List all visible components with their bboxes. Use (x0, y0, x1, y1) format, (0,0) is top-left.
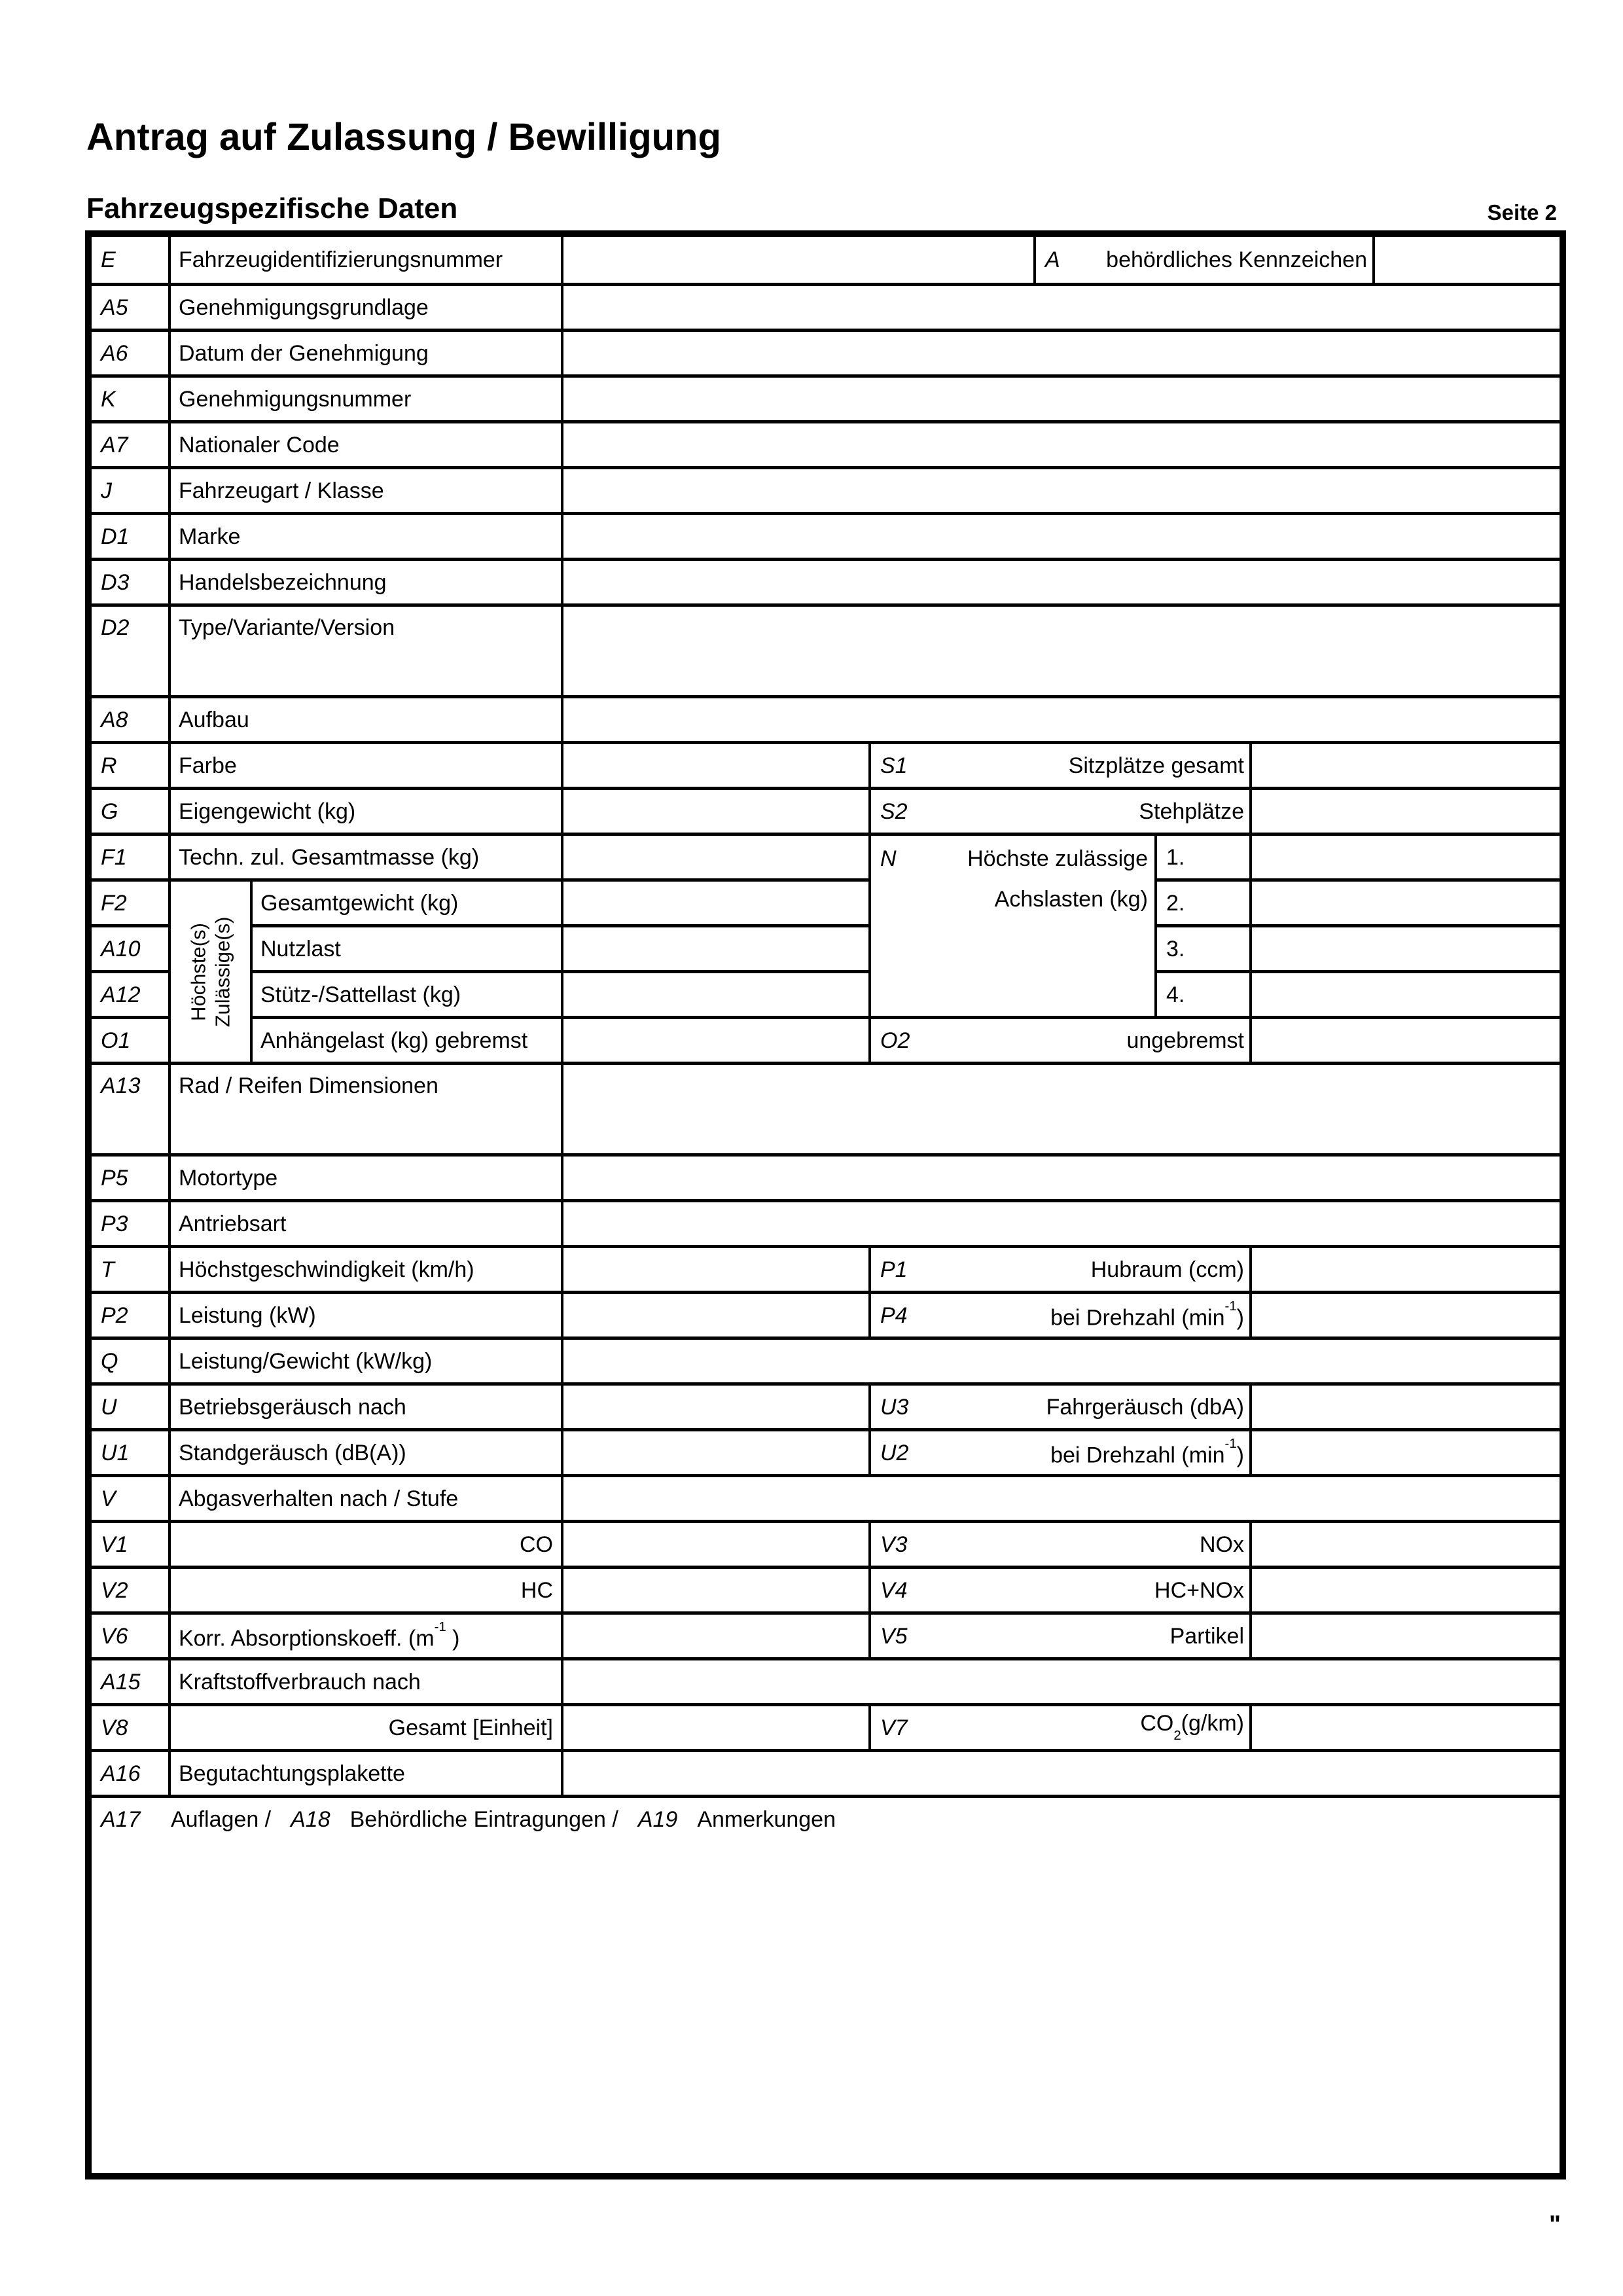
axle-4-label: 4. (1157, 970, 1252, 1016)
field-code-p2: P2 (92, 1291, 171, 1336)
row-d3 (92, 558, 1560, 603)
row-a15 (92, 1657, 1560, 1703)
field-n-span (871, 878, 1157, 924)
field-code-d1: D1 (92, 512, 171, 558)
field-label-a: behördliches Kennzeichen (1106, 247, 1367, 272)
input-axle-2[interactable] (1252, 878, 1560, 924)
field-v7 (871, 1703, 1252, 1749)
field-label-a8: Aufbau (171, 695, 563, 741)
field-code-s1: S1 (880, 753, 908, 778)
row-r-s1 (92, 741, 1560, 787)
field-code-o1: O1 (92, 1016, 171, 1062)
field-label-a15: Kraftstoffverbrauch nach (171, 1657, 563, 1703)
field-label-v7: $CO_2(g/km)$ (1140, 1711, 1244, 1743)
field-code-v3: V3 (880, 1532, 908, 1557)
field-code-d2: D2 (92, 603, 171, 695)
field-s1 (871, 741, 1252, 787)
axle-2-label: 2. (1157, 878, 1252, 924)
input-a7[interactable] (563, 420, 1560, 466)
field-u3 (871, 1382, 1252, 1428)
input-u3[interactable] (1252, 1382, 1560, 1428)
field-n-axle-loads (871, 833, 1157, 912)
row-a5 (92, 283, 1560, 329)
input-a6[interactable] (563, 329, 1560, 374)
input-g[interactable] (563, 787, 871, 833)
field-code-u2: U2 (880, 1440, 909, 1465)
input-v6[interactable] (563, 1611, 871, 1657)
row-v2-v4 (92, 1566, 1560, 1611)
field-code-a18: A18 (291, 1807, 330, 1832)
field-code-e: E (92, 237, 171, 283)
field-label-o2: ungebremst (1126, 1028, 1244, 1053)
field-code-p5: P5 (92, 1153, 171, 1199)
row-u1-u2 (92, 1428, 1560, 1474)
field-code-s2: S2 (880, 798, 908, 824)
row-p5 (92, 1153, 1560, 1199)
input-v4[interactable] (1252, 1566, 1560, 1611)
field-code-d3: D3 (92, 558, 171, 603)
notes-header (101, 1807, 1560, 1832)
field-code-v8: V8 (92, 1703, 171, 1749)
field-label-u3: Fahrgeräusch (dbA) (1046, 1394, 1244, 1420)
field-s2 (871, 787, 1252, 833)
field-code-v2: V2 (92, 1566, 171, 1611)
row-v6-v5 (92, 1611, 1560, 1657)
input-e[interactable] (563, 237, 1036, 283)
field-u2 (871, 1428, 1252, 1474)
field-code-a12: A12 (92, 970, 171, 1016)
input-k[interactable] (563, 374, 1560, 420)
page-number: Seite 2 (1487, 200, 1557, 224)
input-q[interactable] (563, 1336, 1560, 1382)
rotated-label-line1: Höchste(s) (187, 922, 210, 1021)
input-v3[interactable] (1252, 1520, 1560, 1566)
field-code-p3: P3 (92, 1199, 171, 1245)
field-a (1036, 237, 1375, 283)
field-code-r: R (92, 741, 171, 787)
field-label-v1: CO (171, 1520, 563, 1566)
input-v7[interactable] (1252, 1703, 1560, 1749)
input-f2[interactable] (563, 878, 871, 924)
field-n-span (871, 924, 1157, 970)
row-j (92, 466, 1560, 512)
field-label-a16: Begutachtungsplakette (171, 1749, 563, 1795)
input-axle-3[interactable] (1252, 924, 1560, 970)
input-v2[interactable] (563, 1566, 871, 1611)
field-label-p1: Hubraum (ccm) (1090, 1257, 1244, 1282)
field-label-a10: Nutzlast (253, 924, 563, 970)
field-p4 (871, 1291, 1252, 1336)
field-code-a10: A10 (92, 924, 171, 970)
footer-quote-mark: " (1548, 2211, 1561, 2238)
input-p5[interactable] (563, 1153, 1560, 1199)
field-label-d2: Type/Variante/Version (171, 603, 563, 695)
row-p3 (92, 1199, 1560, 1245)
field-label-v4: HC+NOx (1154, 1577, 1244, 1603)
section-title: Fahrzeugspezifische Daten (86, 192, 458, 224)
row-a10-n3 (92, 924, 1560, 970)
input-u2[interactable] (1252, 1428, 1560, 1474)
input-r[interactable] (563, 741, 871, 787)
input-a5[interactable] (563, 283, 1560, 329)
field-label-j: Fahrzeugart / Klasse (171, 466, 563, 512)
input-v5[interactable] (1252, 1611, 1560, 1657)
field-label-k: Genehmigungsnummer (171, 374, 563, 420)
field-label-d3: Handelsbezeichnung (171, 558, 563, 603)
axle-1-label: 1. (1157, 833, 1252, 878)
field-label-u1: Standgeräusch (dB(A)) (171, 1428, 563, 1474)
field-code-a19: A19 (637, 1807, 678, 1832)
row-a8 (92, 695, 1560, 741)
row-u-u3 (92, 1382, 1560, 1428)
field-label-t: Höchstgeschwindigkeit (km/h) (171, 1245, 563, 1291)
field-label-a17: Auflagen / (171, 1807, 272, 1832)
input-p3[interactable] (563, 1199, 1560, 1245)
field-v3 (871, 1520, 1252, 1566)
row-o1-o2 (92, 1016, 1560, 1062)
field-code-f2: F2 (92, 878, 171, 924)
field-label-a5: Genehmigungsgrundlage (171, 283, 563, 329)
field-label-v3: NOx (1200, 1532, 1244, 1557)
notes-area[interactable] (92, 1795, 1560, 2173)
field-v4 (871, 1566, 1252, 1611)
field-label-e: Fahrzeugidentifizierungsnummer (171, 237, 563, 283)
field-code-a5: A5 (92, 283, 171, 329)
row-k (92, 374, 1560, 420)
field-label-v2: HC (171, 1566, 563, 1611)
field-label-s2: Stehplätze (1139, 798, 1244, 824)
input-t[interactable] (563, 1245, 871, 1291)
field-code-t: T (92, 1245, 171, 1291)
field-label-p4: bei Drehzahl $(\min^{-1})$ (1050, 1299, 1244, 1331)
row-a12-n4 (92, 970, 1560, 1016)
field-code-v4: V4 (880, 1577, 908, 1603)
page-title: Antrag auf Zulassung / Bewilligung (86, 116, 721, 158)
field-label-p2: Leistung (kW) (171, 1291, 563, 1336)
field-code-a13: A13 (92, 1062, 171, 1153)
input-a16[interactable] (563, 1749, 1560, 1795)
field-code-u1: U1 (92, 1428, 171, 1474)
field-label-a7: Nationaler Code (171, 420, 563, 466)
row-v1-v3 (92, 1520, 1560, 1566)
field-n-span (871, 970, 1157, 1016)
input-a13[interactable] (563, 1062, 1560, 1153)
field-code-a16: A16 (92, 1749, 171, 1795)
field-code-v: V (92, 1474, 171, 1520)
field-label-r: Farbe (171, 741, 563, 787)
field-code-a6: A6 (92, 329, 171, 374)
field-code-o2: O2 (880, 1028, 910, 1053)
field-label-v8: Gesamt [Einheit] (171, 1703, 563, 1749)
field-label-p5: Motortype (171, 1153, 563, 1199)
row-t-p1 (92, 1245, 1560, 1291)
field-code-f1: F1 (92, 833, 171, 878)
field-label-v5: Partikel (1169, 1623, 1244, 1649)
field-label-a18: Behördliche Eintragungen / (349, 1807, 618, 1832)
input-o2[interactable] (1252, 1016, 1560, 1062)
row-a16 (92, 1749, 1560, 1795)
input-u[interactable] (563, 1382, 871, 1428)
input-a[interactable] (1375, 237, 1560, 283)
row-g-s2 (92, 787, 1560, 833)
field-label-v: Abgasverhalten nach / Stufe (171, 1474, 563, 1520)
field-code-u: U (92, 1382, 171, 1428)
field-v5 (871, 1611, 1252, 1657)
field-label-o1: Anhängelast (kg) gebremst (253, 1016, 563, 1062)
input-a12[interactable] (563, 970, 871, 1016)
field-o2 (871, 1016, 1252, 1062)
input-s1[interactable] (1252, 741, 1560, 787)
field-label-a19: Anmerkungen (697, 1807, 836, 1832)
field-code-v1: V1 (92, 1520, 171, 1566)
field-label-a12: Stütz-/Sattellast (kg) (253, 970, 563, 1016)
rotated-group-span (171, 924, 253, 970)
field-code-a15: A15 (92, 1657, 171, 1703)
field-code-a7: A7 (92, 420, 171, 466)
field-label-d1: Marke (171, 512, 563, 558)
field-label-n-line2: Achslasten (kg) (994, 887, 1148, 912)
field-label-f2: Gesamtgewicht (kg) (253, 878, 563, 924)
input-f1[interactable] (563, 833, 871, 878)
field-code-a17: A17 (101, 1807, 141, 1832)
field-label-f1: Techn. zul. Gesamtmasse (kg) (171, 833, 563, 878)
field-code-p1: P1 (880, 1257, 908, 1282)
input-v[interactable] (563, 1474, 1560, 1520)
field-label-g: Eigengewicht (kg) (171, 787, 563, 833)
field-label-u2: bei Drehzahl $(\min^{-1})$ (1050, 1436, 1244, 1468)
row-v (92, 1474, 1560, 1520)
rotated-group-span (171, 970, 253, 1016)
field-code-u3: U3 (880, 1394, 909, 1420)
field-code-j: J (92, 466, 171, 512)
field-code-a: A (1045, 247, 1060, 272)
row-q (92, 1336, 1560, 1382)
row-a17-notes (92, 1795, 1560, 2173)
field-label-a6: Datum der Genehmigung (171, 329, 563, 374)
input-j[interactable] (563, 466, 1560, 512)
input-o1[interactable] (563, 1016, 871, 1062)
field-code-n: N (880, 846, 897, 871)
input-d2[interactable] (563, 603, 1560, 695)
field-code-v6: V6 (92, 1611, 171, 1657)
field-label-a13: Rad / Reifen Dimensionen (171, 1062, 563, 1153)
field-code-a8: A8 (92, 695, 171, 741)
field-code-k: K (92, 374, 171, 420)
rotated-group-label (171, 878, 253, 1027)
input-d1[interactable] (563, 512, 1560, 558)
input-d3[interactable] (563, 558, 1560, 603)
input-p2[interactable] (563, 1291, 871, 1336)
field-code-q: Q (92, 1336, 171, 1382)
input-u1[interactable] (563, 1428, 871, 1474)
row-a6 (92, 329, 1560, 374)
row-p2-p4 (92, 1291, 1560, 1336)
vehicle-data-form-table (85, 230, 1566, 2179)
row-d1 (92, 512, 1560, 558)
input-axle-1[interactable] (1252, 833, 1560, 878)
field-label-u: Betriebsgeräusch nach (171, 1382, 563, 1428)
input-v1[interactable] (563, 1520, 871, 1566)
row-d2 (92, 603, 1560, 695)
field-code-g: G (92, 787, 171, 833)
field-code-v7: V7 (880, 1715, 908, 1740)
input-a10[interactable] (563, 924, 871, 970)
input-s2[interactable] (1252, 787, 1560, 833)
axle-3-label: 3. (1157, 924, 1252, 970)
row-a7 (92, 420, 1560, 466)
input-p4[interactable] (1252, 1291, 1560, 1336)
input-axle-4[interactable] (1252, 970, 1560, 1016)
field-code-v5: V5 (880, 1623, 908, 1649)
rotated-label-line2: Zulässige(s) (211, 916, 234, 1027)
row-e (92, 237, 1560, 283)
field-code-p4: P4 (880, 1302, 908, 1328)
field-label-q: Leistung/Gewicht (kW/kg) (171, 1336, 563, 1382)
rotated-group-span (171, 1016, 253, 1062)
field-label-s1: Sitzplätze gesamt (1068, 753, 1244, 778)
input-p1[interactable] (1252, 1245, 1560, 1291)
field-label-p3: Antriebsart (171, 1199, 563, 1245)
input-v8[interactable] (563, 1703, 871, 1749)
input-a15[interactable] (563, 1657, 1560, 1703)
field-label-n-line1: Höchste zulässige (967, 846, 1148, 871)
field-label-v6: Korr. Absorptionskoeff. ($m^{-1}$ ) (171, 1611, 563, 1657)
field-p1 (871, 1245, 1252, 1291)
row-a13 (92, 1062, 1560, 1153)
input-a8[interactable] (563, 695, 1560, 741)
row-v8-v7 (92, 1703, 1560, 1749)
